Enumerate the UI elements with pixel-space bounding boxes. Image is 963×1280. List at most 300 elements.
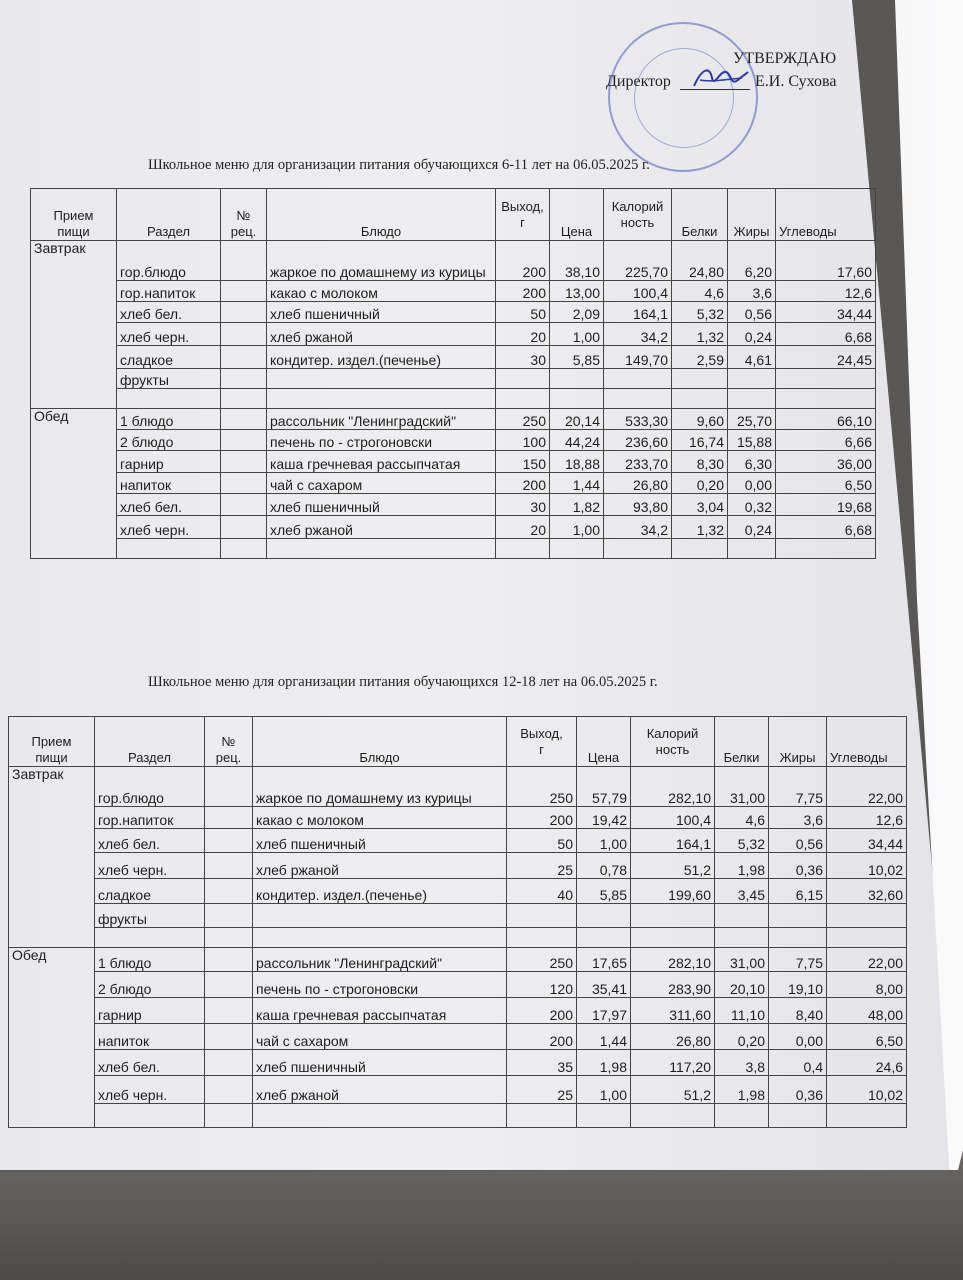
fat-cell: 7,75 [769,767,827,807]
carbs-cell: 48,00 [827,998,907,1024]
empty-cell [672,389,728,409]
dish-cell: каша гречневая рассыпчатая [253,998,507,1024]
carbs-cell [827,904,907,928]
meal-cell-empty [31,516,117,539]
empty-cell [507,928,577,948]
price-cell: 17,65 [577,948,631,972]
output-cell: 200 [496,241,550,281]
table-header-row [9,717,907,767]
protein-cell: 31,00 [715,948,769,972]
empty-cell [604,389,672,409]
dish-cell: жаркое по домашнему из курицы [267,241,496,281]
price-cell: 1,00 [550,516,604,539]
price-cell: 1,82 [550,494,604,516]
section-cell: фрукты [117,369,221,389]
meal-cell-empty [9,904,95,928]
meal-cell-empty [9,1050,95,1076]
table-row [31,473,876,494]
fat-cell: 3,6 [728,281,776,302]
output-cell: 25 [507,853,577,879]
table-row [31,369,876,389]
fat-cell: 6,15 [769,879,827,904]
calories-cell: 149,70 [604,346,672,369]
fat-cell: 3,6 [769,807,827,829]
output-cell: 30 [496,494,550,516]
meal-cell-empty [9,853,95,879]
output-cell: 20 [496,516,550,539]
fat-cell: 0,36 [769,853,827,879]
recipe-cell [221,346,267,369]
table-row [31,451,876,473]
header-calories: Калорий ность [604,189,672,241]
empty-cell [604,539,672,559]
dish-cell: чай с сахаром [253,1024,507,1050]
dish-cell: каша гречневая рассыпчатая [267,451,496,473]
protein-cell: 4,6 [672,281,728,302]
carbs-cell: 6,50 [776,473,876,494]
meal-cell-empty [9,829,95,853]
table-row [31,494,876,516]
menu-table-6-11 [30,188,876,559]
calories-cell: 93,80 [604,494,672,516]
header-dish: Блюдо [267,189,496,241]
empty-cell [827,928,907,948]
table-row [9,807,907,829]
output-cell [496,369,550,389]
carbs-cell: 6,50 [827,1024,907,1050]
carbs-cell: 12,6 [827,807,907,829]
carbs-cell: 34,44 [776,302,876,323]
output-cell: 40 [507,879,577,904]
recipe-cell [205,879,253,904]
carbs-cell: 6,66 [776,430,876,451]
section-cell: гор.блюдо [95,767,205,807]
meal-cell-empty [31,302,117,323]
empty-cell [221,389,267,409]
calories-cell: 100,4 [604,281,672,302]
recipe-cell [205,767,253,807]
price-cell: 2,09 [550,302,604,323]
lunch-meal-label: Обед [31,409,117,430]
meal-cell-empty [31,281,117,302]
output-cell: 35 [507,1050,577,1076]
dish-cell: печень по - строгоновски [253,972,507,998]
carbs-cell: 32,60 [827,879,907,904]
empty-cell [672,539,728,559]
output-cell: 250 [507,948,577,972]
price-cell: 1,00 [577,1076,631,1104]
fat-cell: 0,32 [728,494,776,516]
header-calories: Калорий ность [631,717,715,767]
empty-cell [9,1104,95,1128]
meal-cell-empty [9,972,95,998]
carbs-cell: 8,00 [827,972,907,998]
breakfast-meal-label: Завтрак [9,767,95,807]
recipe-cell [205,1050,253,1076]
protein-cell [715,904,769,928]
carbs-cell: 22,00 [827,767,907,807]
price-cell: 20,14 [550,409,604,430]
fat-cell [728,369,776,389]
calories-cell: 533,30 [604,409,672,430]
calories-cell: 26,80 [631,1024,715,1050]
fat-cell: 0,56 [728,302,776,323]
output-cell: 50 [496,302,550,323]
fat-cell: 6,20 [728,241,776,281]
empty-cell [827,1104,907,1128]
calories-cell: 199,60 [631,879,715,904]
table-row [31,241,876,281]
meal-cell-empty [31,346,117,369]
price-cell: 5,85 [550,346,604,369]
dish-cell: хлеб пшеничный [253,1050,507,1076]
empty-cell [507,1104,577,1128]
price-cell: 18,88 [550,451,604,473]
fat-cell: 6,30 [728,451,776,473]
fat-cell: 0,36 [769,1076,827,1104]
fat-cell: 19,10 [769,972,827,998]
dish-cell: хлеб пшеничный [267,302,496,323]
header-fat: Жиры [728,189,776,241]
dish-cell: рассольник "Ленинградский" [267,409,496,430]
meal-cell-empty [9,879,95,904]
protein-cell: 9,60 [672,409,728,430]
protein-cell: 1,98 [715,1076,769,1104]
dish-cell: хлеб пшеничный [253,829,507,853]
protein-cell: 2,59 [672,346,728,369]
table-row-empty [9,1104,907,1128]
table-row [9,1050,907,1076]
section-cell: хлеб черн. [117,516,221,539]
protein-cell: 24,80 [672,241,728,281]
empty-cell [117,389,221,409]
meal-cell-empty [9,998,95,1024]
fat-cell [769,904,827,928]
table-row-empty [31,389,876,409]
empty-cell [776,389,876,409]
section-cell: сладкое [95,879,205,904]
fat-cell: 15,88 [728,430,776,451]
calories-cell: 233,70 [604,451,672,473]
header-fat: Жиры [769,717,827,767]
section-cell: гарнир [95,998,205,1024]
empty-cell [253,1104,507,1128]
empty-cell [577,928,631,948]
recipe-cell [205,1076,253,1104]
protein-cell: 20,10 [715,972,769,998]
fat-cell: 0,4 [769,1050,827,1076]
section-cell: хлеб бел. [117,302,221,323]
empty-cell [631,928,715,948]
table-row-empty [31,539,876,559]
protein-cell: 31,00 [715,767,769,807]
meal-cell-empty [31,369,117,389]
director-name: Е.И. Сухова [755,73,837,90]
dish-cell [253,904,507,928]
price-cell: 38,10 [550,241,604,281]
section-cell: гор.блюдо [117,241,221,281]
header-protein: Белки [672,189,728,241]
recipe-cell [205,829,253,853]
empty-cell [221,539,267,559]
calories-cell [604,369,672,389]
carbs-cell: 6,68 [776,516,876,539]
dish-cell: хлеб ржаной [253,853,507,879]
table-row [31,430,876,451]
carbs-cell: 12,6 [776,281,876,302]
calories-cell: 236,60 [604,430,672,451]
fat-cell: 0,56 [769,829,827,853]
carbs-cell: 10,02 [827,1076,907,1104]
carbs-cell: 24,45 [776,346,876,369]
carbs-cell: 10,02 [827,853,907,879]
calories-cell: 51,2 [631,1076,715,1104]
empty-cell [31,539,117,559]
empty-cell [728,539,776,559]
meal-cell-empty [9,1076,95,1104]
carbs-cell: 6,68 [776,323,876,346]
recipe-cell [221,451,267,473]
meal-cell-empty [31,473,117,494]
calories-cell: 51,2 [631,853,715,879]
protein-cell: 8,30 [672,451,728,473]
header-section: Раздел [117,189,221,241]
meal-cell-empty [9,807,95,829]
recipe-cell [221,241,267,281]
dish-cell: хлеб пшеничный [267,494,496,516]
empty-cell [267,539,496,559]
calories-cell: 117,20 [631,1050,715,1076]
recipe-cell [205,807,253,829]
fat-cell: 7,75 [769,948,827,972]
calories-cell: 225,70 [604,241,672,281]
recipe-cell [205,853,253,879]
table1-title: Школьное меню для организации питания обучающихся 6-11 лет на 06.05.2025 г. [148,157,650,173]
protein-cell: 1,32 [672,516,728,539]
dish-cell: печень по - строгоновски [267,430,496,451]
recipe-cell [221,281,267,302]
dish-cell: кондитер. издел.(печенье) [267,346,496,369]
recipe-cell [221,516,267,539]
calories-cell: 34,2 [604,516,672,539]
protein-cell: 3,04 [672,494,728,516]
table-header-row [31,189,876,241]
section-cell: гор.напиток [117,281,221,302]
section-cell: 1 блюдо [95,948,205,972]
price-cell: 17,97 [577,998,631,1024]
output-cell: 30 [496,346,550,369]
output-cell: 250 [507,767,577,807]
protein-cell: 16,74 [672,430,728,451]
fat-cell: 0,00 [769,1024,827,1050]
output-cell: 100 [496,430,550,451]
recipe-cell [221,302,267,323]
header-output: Выход, г [507,717,577,767]
carbs-cell: 22,00 [827,948,907,972]
protein-cell: 5,32 [672,302,728,323]
calories-cell: 100,4 [631,807,715,829]
recipe-cell [221,473,267,494]
header-recipe: № рец. [205,717,253,767]
output-cell: 200 [507,1024,577,1050]
dish-cell [267,369,496,389]
meal-cell-empty [31,494,117,516]
header-carbs: Углеводы [776,189,876,241]
section-cell: хлеб бел. [117,494,221,516]
empty-cell [550,539,604,559]
dish-cell: какао с молоком [253,807,507,829]
section-cell: напиток [95,1024,205,1050]
meal-cell-empty [31,323,117,346]
price-cell: 1,44 [550,473,604,494]
table2-title: Школьное меню для организации питания обучающихся 12-18 лет на 06.05.2025 г. [148,674,658,690]
carbs-cell: 66,10 [776,409,876,430]
price-cell: 1,00 [550,323,604,346]
empty-cell [728,389,776,409]
price-cell: 5,85 [577,879,631,904]
section-cell: гарнир [117,451,221,473]
calories-cell: 26,80 [604,473,672,494]
calories-cell: 164,1 [631,829,715,853]
recipe-cell [221,323,267,346]
empty-cell [31,389,117,409]
table-row [9,853,907,879]
empty-cell [205,928,253,948]
fat-cell: 25,70 [728,409,776,430]
carbs-cell: 34,44 [827,829,907,853]
empty-cell [631,1104,715,1128]
calories-cell: 282,10 [631,767,715,807]
meal-cell-empty [31,451,117,473]
protein-cell: 3,45 [715,879,769,904]
director-label: Директор [606,73,671,90]
section-cell: хлеб черн. [117,323,221,346]
section-cell: фрукты [95,904,205,928]
empty-cell [9,928,95,948]
dish-cell: кондитер. издел.(печенье) [253,879,507,904]
output-cell [507,904,577,928]
table-row [31,281,876,302]
recipe-cell [221,369,267,389]
section-cell: 2 блюдо [95,972,205,998]
output-cell: 50 [507,829,577,853]
table-row [31,346,876,369]
price-cell: 1,98 [577,1050,631,1076]
official-stamp [608,22,758,172]
section-cell: хлеб бел. [95,1050,205,1076]
header-price: Цена [577,717,631,767]
output-cell: 120 [507,972,577,998]
price-cell: 57,79 [577,767,631,807]
empty-cell [496,389,550,409]
header-meal: Прием пищи [9,717,95,767]
dish-cell: жаркое по домашнему из курицы [253,767,507,807]
header-output: Выход, г [496,189,550,241]
fat-cell: 4,61 [728,346,776,369]
header-protein: Белки [715,717,769,767]
section-cell: хлеб бел. [95,829,205,853]
empty-cell [267,389,496,409]
calories-cell [631,904,715,928]
meal-cell-empty [9,1024,95,1050]
price-cell: 1,00 [577,829,631,853]
protein-cell [672,369,728,389]
section-cell: сладкое [117,346,221,369]
table-row [9,972,907,998]
output-cell: 200 [507,807,577,829]
protein-cell: 0,20 [672,473,728,494]
recipe-cell [221,409,267,430]
section-cell: 1 блюдо [117,409,221,430]
carbs-cell: 36,00 [776,451,876,473]
protein-cell: 1,32 [672,323,728,346]
carbs-cell: 19,68 [776,494,876,516]
table-row [9,998,907,1024]
calories-cell: 282,10 [631,948,715,972]
calories-cell: 164,1 [604,302,672,323]
table-row [9,1024,907,1050]
output-cell: 200 [496,281,550,302]
carbs-cell [776,369,876,389]
table-row [9,904,907,928]
table-row [9,767,907,807]
protein-cell: 0,20 [715,1024,769,1050]
carbs-cell: 17,60 [776,241,876,281]
table-row [31,516,876,539]
protein-cell: 1,98 [715,853,769,879]
table-row [9,879,907,904]
empty-cell [496,539,550,559]
section-cell: хлеб черн. [95,853,205,879]
section-cell: гор.напиток [95,807,205,829]
section-cell: 2 блюдо [117,430,221,451]
fat-cell: 0,24 [728,323,776,346]
price-cell: 35,41 [577,972,631,998]
breakfast-meal-label: Завтрак [31,241,117,281]
price-cell: 0,78 [577,853,631,879]
carbs-cell: 24,6 [827,1050,907,1076]
output-cell: 20 [496,323,550,346]
table-row [31,409,876,430]
empty-cell [205,1104,253,1128]
empty-cell [550,389,604,409]
output-cell: 200 [496,473,550,494]
output-cell: 200 [507,998,577,1024]
dish-cell: рассольник "Ленинградский" [253,948,507,972]
empty-cell [95,928,205,948]
table-row-empty [9,928,907,948]
price-cell: 19,42 [577,807,631,829]
protein-cell: 3,8 [715,1050,769,1076]
output-cell: 250 [496,409,550,430]
recipe-cell [221,494,267,516]
header-price: Цена [550,189,604,241]
recipe-cell [205,998,253,1024]
table-row [9,829,907,853]
empty-cell [253,928,507,948]
dish-cell: хлеб ржаной [267,516,496,539]
lunch-meal-label: Обед [9,948,95,972]
empty-cell [715,928,769,948]
price-cell [550,369,604,389]
dish-cell: чай с сахаром [267,473,496,494]
section-cell: напиток [117,473,221,494]
protein-cell: 5,32 [715,829,769,853]
meal-cell-empty [31,430,117,451]
price-cell: 13,00 [550,281,604,302]
price-cell: 44,24 [550,430,604,451]
section-cell: хлеб черн. [95,1076,205,1104]
